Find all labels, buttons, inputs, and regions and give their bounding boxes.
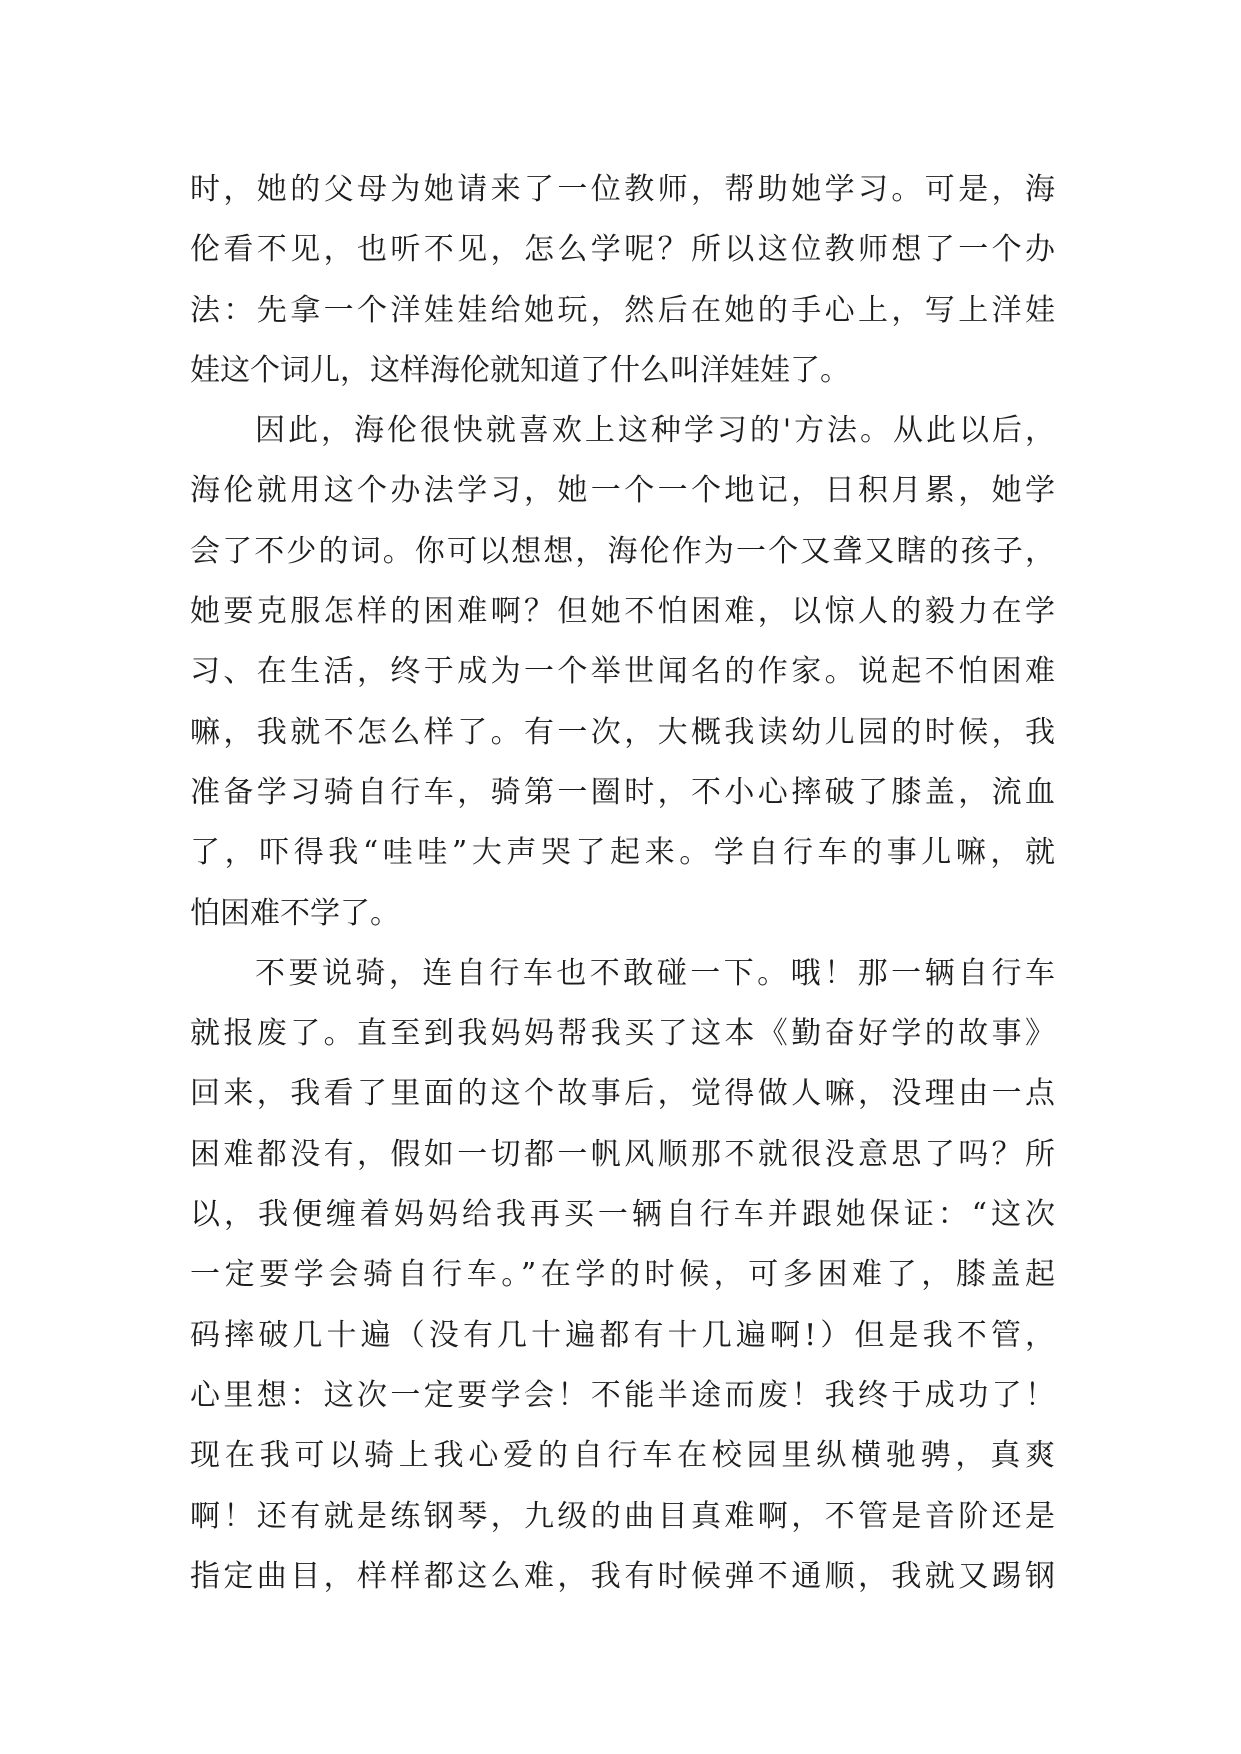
text-line: 指定曲目，样样都这么难，我有时候弹不通顺，我就又踢钢 <box>190 1558 1055 1594</box>
text-line: 娃这个词儿，这样海伦就知道了什么叫洋娃娃了。 <box>190 352 850 388</box>
paragraph-first-line: 因此，海伦很快就喜欢上这种学习的'方法。从此以后， <box>255 413 1055 449</box>
text-line: 就报废了。直至到我妈妈帮我买了这本《勤奋好学的故事》 <box>190 1016 1055 1052</box>
text-line: 现在我可以骑上我心爱的自行车在校园里纵横驰骋，真爽 <box>190 1438 1055 1474</box>
text-line: 以，我便缠着妈妈给我再买一辆自行车并跟她保证：“这次 <box>190 1197 1055 1233</box>
text-line: 伦看不见，也听不见，怎么学呢？所以这位教师想了一个办 <box>190 232 1055 268</box>
text-line: 法：先拿一个洋娃娃给她玩，然后在她的手心上，写上洋娃 <box>190 292 1055 328</box>
text-line: 码摔破几十遍（没有几十遍都有十几遍啊!）但是我不管， <box>190 1317 1055 1353</box>
text-line: 习、在生活，终于成为一个举世闻名的作家。说起不怕困难 <box>190 654 1055 690</box>
text-line: 她要克服怎样的困难啊？但她不怕困难，以惊人的毅力在学 <box>190 594 1055 630</box>
paragraph-first-line: 不要说骑，连自行车也不敢碰一下。哦！那一辆自行车 <box>255 955 1055 991</box>
text-line: 会了不少的词。你可以想想，海伦作为一个又聋又瞎的孩子， <box>190 533 1055 569</box>
text-line: 怕困难不学了。 <box>190 895 400 931</box>
text-line: 准备学习骑自行车，骑第一圈时，不小心摔破了膝盖，流血 <box>190 774 1055 810</box>
text-line: 时，她的父母为她请来了一位教师，帮助她学习。可是，海 <box>190 172 1055 207</box>
text-line: 了，吓得我“哇哇”大声哭了起来。学自行车的事儿嘛，就 <box>190 835 1055 871</box>
text-line: 困难都没有，假如一切都一帆风顺那不就很没意思了吗？所 <box>190 1136 1055 1172</box>
text-line: 嘛，我就不怎么样了。有一次，大概我读幼儿园的时候，我 <box>190 714 1055 750</box>
body-text <box>190 160 1055 1607</box>
text-line: 海伦就用这个办法学习，她一个一个地记，日积月累，她学 <box>190 473 1055 509</box>
text-line: 一定要学会骑自行车。”在学的时候，可多困难了，膝盖起 <box>190 1257 1055 1293</box>
text-line: 回来，我看了里面的这个故事后，觉得做人嘛，没理由一点 <box>190 1076 1055 1112</box>
text-line: 啊！还有就是练钢琴，九级的曲目真难啊，不管是音阶还是 <box>190 1498 1055 1534</box>
text-line: 心里想：这次一定要学会！不能半途而废！我终于成功了！ <box>190 1377 1055 1413</box>
